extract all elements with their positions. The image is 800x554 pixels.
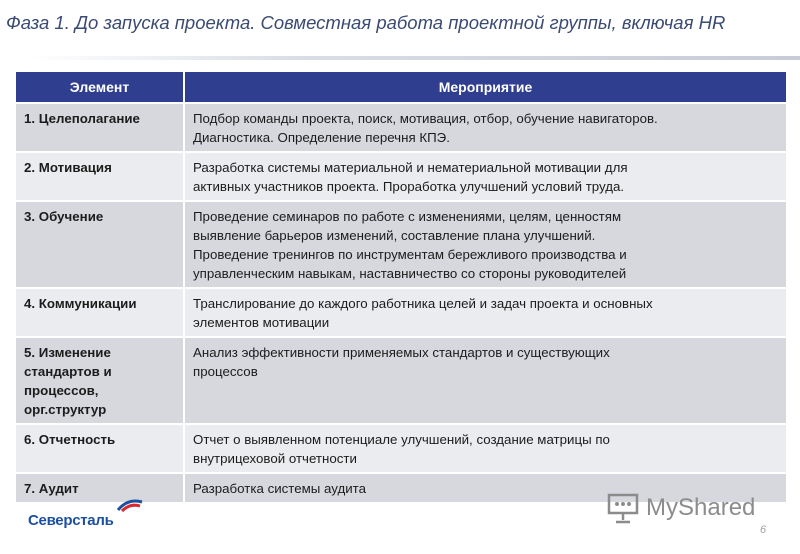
row-activity xyxy=(184,337,786,424)
row-element: 3. Обучение xyxy=(16,201,184,288)
element-line: 5. Изменение xyxy=(24,345,111,360)
activity-line: Проведение тренингов по инструментам бережливого производства и xyxy=(193,247,627,262)
row-element: 2. Мотивация xyxy=(16,152,184,201)
myshared-watermark xyxy=(606,492,776,528)
row-activity xyxy=(184,152,786,201)
activity-line: Разработка системы аудита xyxy=(193,481,366,496)
severstal-logo xyxy=(20,498,160,538)
logo-mark-icon xyxy=(116,498,144,512)
table-row xyxy=(16,424,786,473)
activity-line: Проведение семинаров по работе с изменениями, целям, ценностям xyxy=(193,209,622,224)
activity-line: активных участников проекта. Проработка улучшений условий труда. xyxy=(193,179,625,194)
activity-line: управленческим навыкам, наставничество со стороны руководителей xyxy=(193,266,627,281)
table-header-row xyxy=(16,72,786,103)
activity-line: Диагностика. Определение перечня КПЭ. xyxy=(193,130,450,145)
table-row xyxy=(16,152,786,201)
element-line: стандартов и xyxy=(24,364,112,379)
activities-table xyxy=(16,72,786,502)
presentation-board-icon xyxy=(606,492,640,524)
slide-title: Фаза 1. До запуска проекта. Совместная работа проектной группы, включая HR xyxy=(6,12,726,33)
table-row xyxy=(16,201,786,288)
activity-line: процессов xyxy=(193,364,258,379)
header-activity: Мероприятие xyxy=(184,72,786,103)
activity-line: Разработка системы материальной и нематериальной мотивации для xyxy=(193,160,628,175)
row-element: 1. Целеполагание xyxy=(16,103,184,152)
activity-line: выявление барьеров изменений, составление плана улучшений. xyxy=(193,228,596,243)
row-activity xyxy=(184,288,786,337)
table-row xyxy=(16,288,786,337)
title-divider xyxy=(28,56,800,60)
header-element: Элемент xyxy=(16,72,184,103)
row-element: 4. Коммуникации xyxy=(16,288,184,337)
activity-line: Подбор команды проекта, поиск, мотивация, отбор, обучение навигаторов. xyxy=(193,111,658,126)
activity-line: Отчет о выявленном потенциале улучшений, создание матрицы по xyxy=(193,432,610,447)
row-element: 6. Отчетность xyxy=(16,424,184,473)
element-line: процессов, xyxy=(24,383,99,398)
activity-line: элементов мотивации xyxy=(193,315,330,330)
row-element: 7. Аудит xyxy=(16,473,184,502)
row-activity xyxy=(184,424,786,473)
activity-line: Транслирование до каждого работника целей и задач проекта и основных xyxy=(193,296,653,311)
table-row xyxy=(16,337,786,424)
element-line: орг.структур xyxy=(24,402,107,417)
row-activity xyxy=(184,103,786,152)
watermark-text: MyShared xyxy=(646,494,756,521)
logo-text: Северсталь xyxy=(28,512,114,529)
activity-line: внутрицеховой отчетности xyxy=(193,451,357,466)
page-number: 6 xyxy=(760,524,767,536)
row-activity xyxy=(184,201,786,288)
row-element xyxy=(16,337,184,424)
table-row xyxy=(16,103,786,152)
activity-line: Анализ эффективности применяемых стандартов и существующих xyxy=(193,345,610,360)
